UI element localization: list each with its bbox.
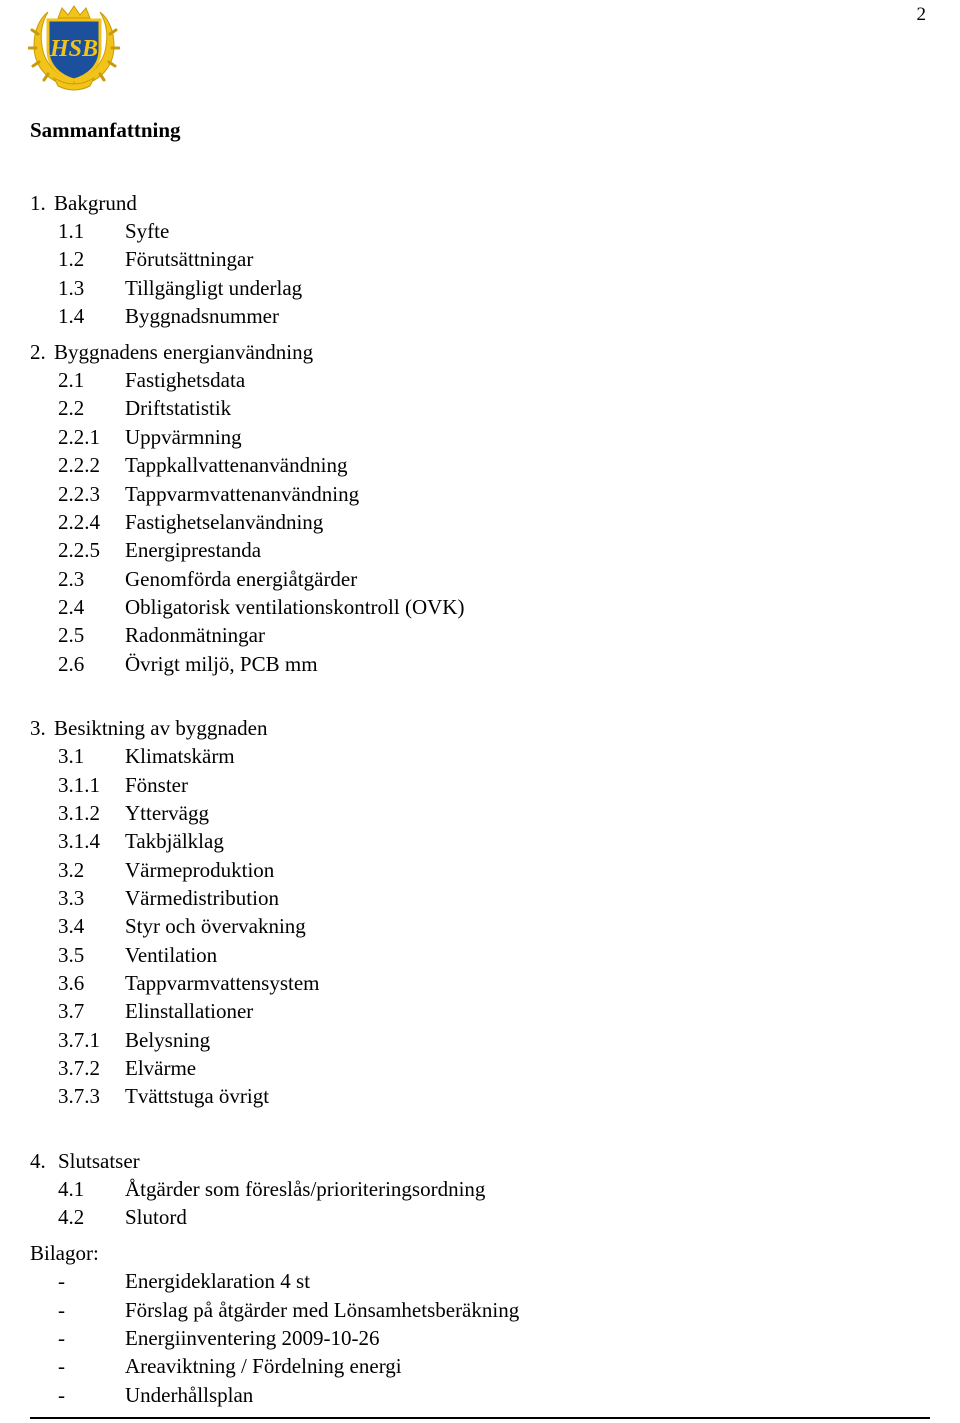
appendix-item-label: Underhållsplan bbox=[125, 1383, 254, 1407]
item-label: Elinstallationer bbox=[125, 999, 254, 1023]
crown-icon bbox=[58, 6, 90, 18]
item-label: Radonmätningar bbox=[125, 623, 265, 647]
item-number: 2.2.1 bbox=[58, 425, 100, 449]
item-number: 2.5 bbox=[58, 623, 85, 647]
item-label: Uppvärmning bbox=[125, 425, 242, 449]
item-number: 2.2.4 bbox=[58, 510, 100, 534]
bullet-dash: - bbox=[58, 1354, 65, 1378]
item-label: Fastighetsdata bbox=[125, 368, 246, 392]
item-number: 3.6 bbox=[58, 971, 85, 995]
section-label: Slutsatser bbox=[58, 1149, 140, 1173]
item-label: Byggnadsnummer bbox=[125, 304, 279, 328]
item-label: Tappvarmvattensystem bbox=[125, 971, 320, 995]
item-number: 1.3 bbox=[58, 276, 85, 300]
item-number: 2.2 bbox=[58, 396, 85, 420]
bullet-dash: - bbox=[58, 1269, 65, 1293]
appendix-item-label: Areaviktning / Fördelning energi bbox=[125, 1354, 402, 1378]
item-number: 3.1.4 bbox=[58, 829, 100, 853]
item-number: 2.2.5 bbox=[58, 538, 100, 562]
item-label: Förutsättningar bbox=[125, 247, 254, 271]
item-number: 3.4 bbox=[58, 914, 85, 938]
item-label: Obligatorisk ventilationskontroll (OVK) bbox=[125, 595, 465, 619]
item-label: Åtgärder som föreslås/prioriteringsordning bbox=[125, 1177, 486, 1201]
bullet-dash: - bbox=[58, 1298, 65, 1322]
item-label: Yttervägg bbox=[125, 801, 209, 825]
section-number: 4. bbox=[30, 1149, 46, 1173]
item-label: Övrigt miljö, PCB mm bbox=[125, 652, 318, 676]
section-number: 1. bbox=[30, 191, 46, 215]
item-label: Klimatskärm bbox=[125, 744, 235, 768]
item-number: 1.4 bbox=[58, 304, 85, 328]
item-label: Tillgängligt underlag bbox=[125, 276, 303, 300]
item-label: Belysning bbox=[125, 1028, 211, 1052]
section-label: Besiktning av byggnaden bbox=[54, 716, 268, 740]
item-number: 3.1.1 bbox=[58, 773, 100, 797]
section-label: Byggnadens energianvändning bbox=[54, 340, 314, 364]
item-number: 2.1 bbox=[58, 368, 85, 392]
item-label: Värmeproduktion bbox=[125, 858, 275, 882]
item-label: Tappkallvattenanvändning bbox=[125, 453, 348, 477]
item-number: 2.2.2 bbox=[58, 453, 100, 477]
item-label: Slutord bbox=[125, 1205, 187, 1229]
item-number: 3.2 bbox=[58, 858, 85, 882]
section-number: 2. bbox=[30, 340, 46, 364]
bullet-dash: - bbox=[58, 1326, 65, 1350]
bullet-dash: - bbox=[58, 1383, 65, 1407]
appendix-heading-label: Bilagor: bbox=[30, 1241, 99, 1265]
item-number: 3.7 bbox=[58, 999, 85, 1023]
item-label: Fönster bbox=[125, 773, 188, 797]
logo-text: HSB bbox=[49, 36, 99, 62]
item-label: Ventilation bbox=[125, 943, 218, 967]
section-label: Bakgrund bbox=[54, 191, 137, 215]
item-number: 2.2.3 bbox=[58, 482, 100, 506]
section-number: 3. bbox=[30, 716, 46, 740]
hsb-logo bbox=[28, 4, 120, 92]
appendix-item-label: Förslag på åtgärder med Lönsamhetsberäkning bbox=[125, 1298, 520, 1322]
item-number: 3.7.3 bbox=[58, 1084, 100, 1108]
item-label: Energiprestanda bbox=[125, 538, 262, 562]
item-label: Driftstatistik bbox=[125, 396, 232, 420]
item-number: 3.5 bbox=[58, 943, 85, 967]
item-label: Syfte bbox=[125, 219, 170, 243]
item-number: 3.7.1 bbox=[58, 1028, 100, 1052]
item-label: Tvättstuga övrigt bbox=[125, 1084, 270, 1108]
item-label: Takbjälklag bbox=[125, 829, 224, 853]
item-number: 1.2 bbox=[58, 247, 85, 271]
item-number: 2.3 bbox=[58, 567, 85, 591]
item-number: 3.1 bbox=[58, 744, 85, 768]
item-number: 3.1.2 bbox=[58, 801, 100, 825]
item-label: Styr och övervakning bbox=[125, 914, 306, 938]
item-label: Tappvarmvattenanvändning bbox=[125, 482, 360, 506]
appendix-item-label: Energiinventering 2009-10-26 bbox=[125, 1326, 380, 1350]
page-title: Sammanfattning bbox=[30, 118, 181, 142]
item-number: 2.4 bbox=[58, 595, 85, 619]
item-number: 1.1 bbox=[58, 219, 85, 243]
item-number: 4.2 bbox=[58, 1205, 85, 1229]
item-label: Värmedistribution bbox=[125, 886, 279, 910]
item-label: Elvärme bbox=[125, 1056, 197, 1080]
item-label: Fastighetselanvändning bbox=[125, 510, 324, 534]
item-number: 3.3 bbox=[58, 886, 85, 910]
page-number: 2 bbox=[916, 4, 926, 25]
item-label: Genomförda energiåtgärder bbox=[125, 567, 358, 591]
footer-rule bbox=[30, 1417, 930, 1419]
item-number: 3.7.2 bbox=[58, 1056, 100, 1080]
appendix-item-label: Energideklaration 4 st bbox=[125, 1269, 311, 1293]
item-number: 4.1 bbox=[58, 1177, 85, 1201]
item-number: 2.6 bbox=[58, 652, 85, 676]
